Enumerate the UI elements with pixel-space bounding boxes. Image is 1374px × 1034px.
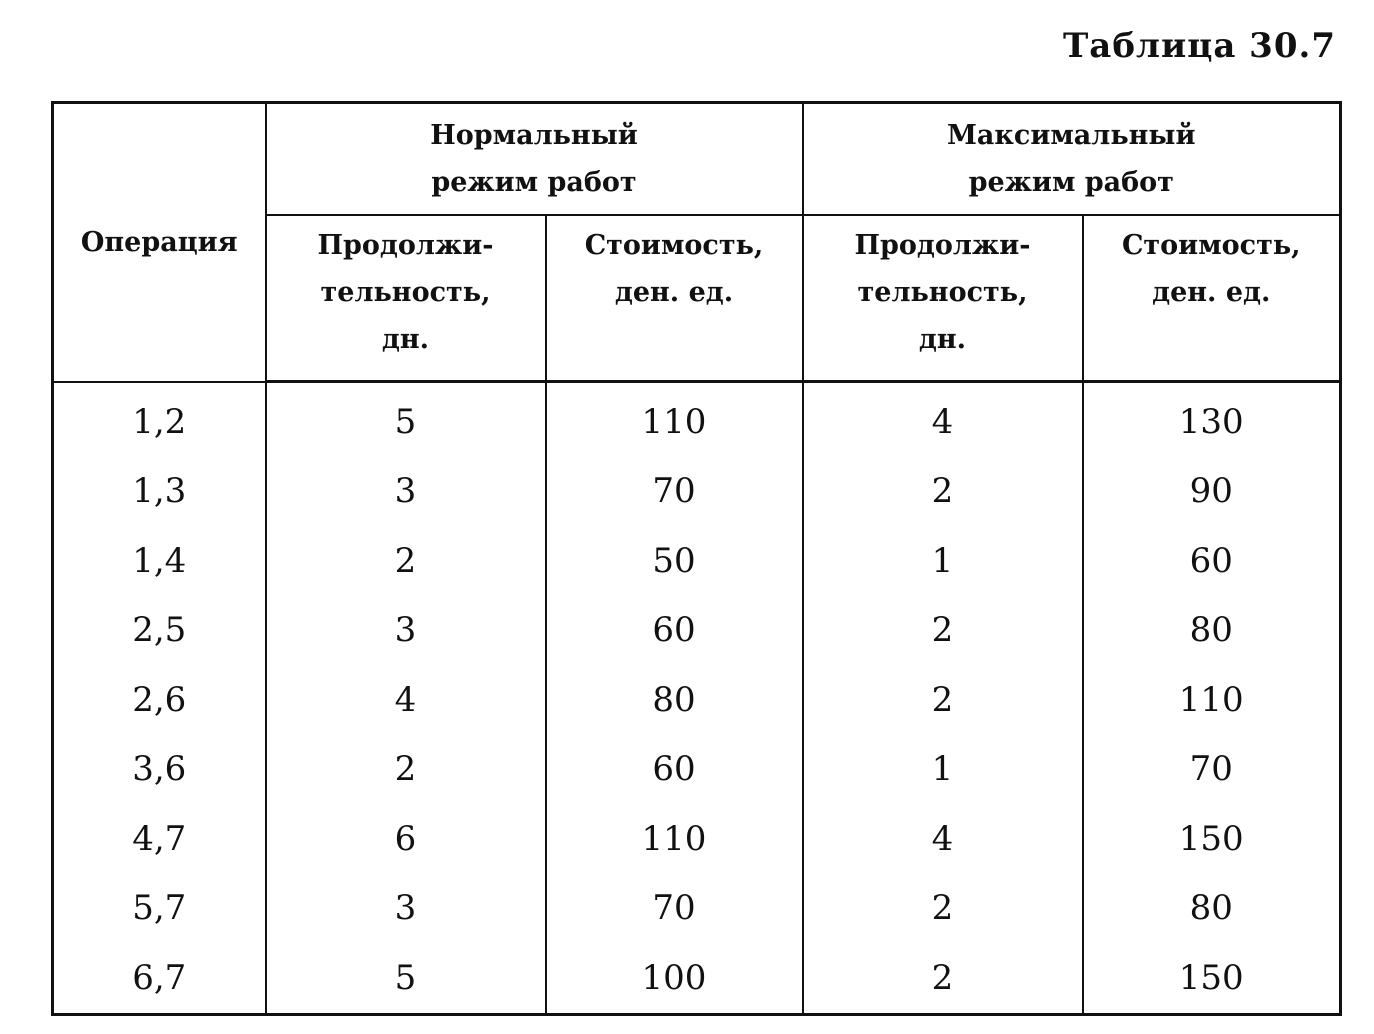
cell-max-duration: 2 bbox=[803, 596, 1083, 666]
cell-normal-cost: 110 bbox=[546, 382, 803, 457]
table-caption: Таблица 30.7 bbox=[1063, 26, 1336, 66]
cell-normal-duration: 6 bbox=[266, 804, 546, 874]
cell-operation: 2,6 bbox=[53, 665, 266, 735]
cell-max-duration: 1 bbox=[803, 735, 1083, 805]
cell-operation: 1,2 bbox=[53, 382, 266, 457]
header-normal-cost: Стоимость, ден. ед. bbox=[546, 215, 803, 382]
cell-normal-cost: 60 bbox=[546, 596, 803, 666]
cell-normal-cost: 110 bbox=[546, 804, 803, 874]
cell-operation: 2,5 bbox=[53, 596, 266, 666]
table-row bbox=[53, 596, 1341, 666]
cell-normal-cost: 70 bbox=[546, 874, 803, 944]
table-row bbox=[53, 874, 1341, 944]
header-normal-duration: Продолжи- тельность, дн. bbox=[266, 215, 546, 382]
cell-max-cost: 150 bbox=[1083, 943, 1341, 1014]
cell-normal-duration: 4 bbox=[266, 665, 546, 735]
cell-normal-duration: 3 bbox=[266, 457, 546, 527]
header-max-duration: Продолжи- тельность, дн. bbox=[803, 215, 1083, 382]
cell-max-duration: 2 bbox=[803, 943, 1083, 1014]
cell-max-cost: 80 bbox=[1083, 874, 1341, 944]
table-row bbox=[53, 735, 1341, 805]
cell-normal-cost: 80 bbox=[546, 665, 803, 735]
cell-normal-cost: 100 bbox=[546, 943, 803, 1014]
table-row bbox=[53, 804, 1341, 874]
table-row bbox=[53, 526, 1341, 596]
table-row bbox=[53, 382, 1341, 457]
cell-max-duration: 2 bbox=[803, 874, 1083, 944]
cell-normal-duration: 2 bbox=[266, 526, 546, 596]
cell-max-cost: 80 bbox=[1083, 596, 1341, 666]
cell-operation: 5,7 bbox=[53, 874, 266, 944]
cell-max-duration: 2 bbox=[803, 665, 1083, 735]
header-max-cost: Стоимость, ден. ед. bbox=[1083, 215, 1341, 382]
cell-max-cost: 110 bbox=[1083, 665, 1341, 735]
cell-max-cost: 60 bbox=[1083, 526, 1341, 596]
cell-max-duration: 2 bbox=[803, 457, 1083, 527]
data-table bbox=[51, 101, 1342, 1016]
table-row bbox=[53, 665, 1341, 735]
cell-max-cost: 130 bbox=[1083, 382, 1341, 457]
cell-normal-duration: 5 bbox=[266, 382, 546, 457]
cell-max-cost: 70 bbox=[1083, 735, 1341, 805]
cell-max-cost: 150 bbox=[1083, 804, 1341, 874]
header-operation: Операция bbox=[53, 103, 266, 382]
cell-normal-cost: 50 bbox=[546, 526, 803, 596]
cell-max-cost: 90 bbox=[1083, 457, 1341, 527]
cell-operation: 6,7 bbox=[53, 943, 266, 1014]
cell-normal-cost: 70 bbox=[546, 457, 803, 527]
cell-operation: 3,6 bbox=[53, 735, 266, 805]
header-normal-mode: Нормальный режим работ bbox=[266, 103, 803, 216]
cell-operation: 1,3 bbox=[53, 457, 266, 527]
cell-operation: 1,4 bbox=[53, 526, 266, 596]
table-row bbox=[53, 457, 1341, 527]
header-max-mode: Максимальный режим работ bbox=[803, 103, 1341, 216]
cell-normal-cost: 60 bbox=[546, 735, 803, 805]
cell-max-duration: 4 bbox=[803, 804, 1083, 874]
cell-operation: 4,7 bbox=[53, 804, 266, 874]
cell-normal-duration: 3 bbox=[266, 596, 546, 666]
table-row bbox=[53, 943, 1341, 1014]
cell-normal-duration: 5 bbox=[266, 943, 546, 1014]
cell-normal-duration: 3 bbox=[266, 874, 546, 944]
cell-normal-duration: 2 bbox=[266, 735, 546, 805]
cell-max-duration: 1 bbox=[803, 526, 1083, 596]
header-row-groups bbox=[53, 103, 1341, 216]
cell-max-duration: 4 bbox=[803, 382, 1083, 457]
